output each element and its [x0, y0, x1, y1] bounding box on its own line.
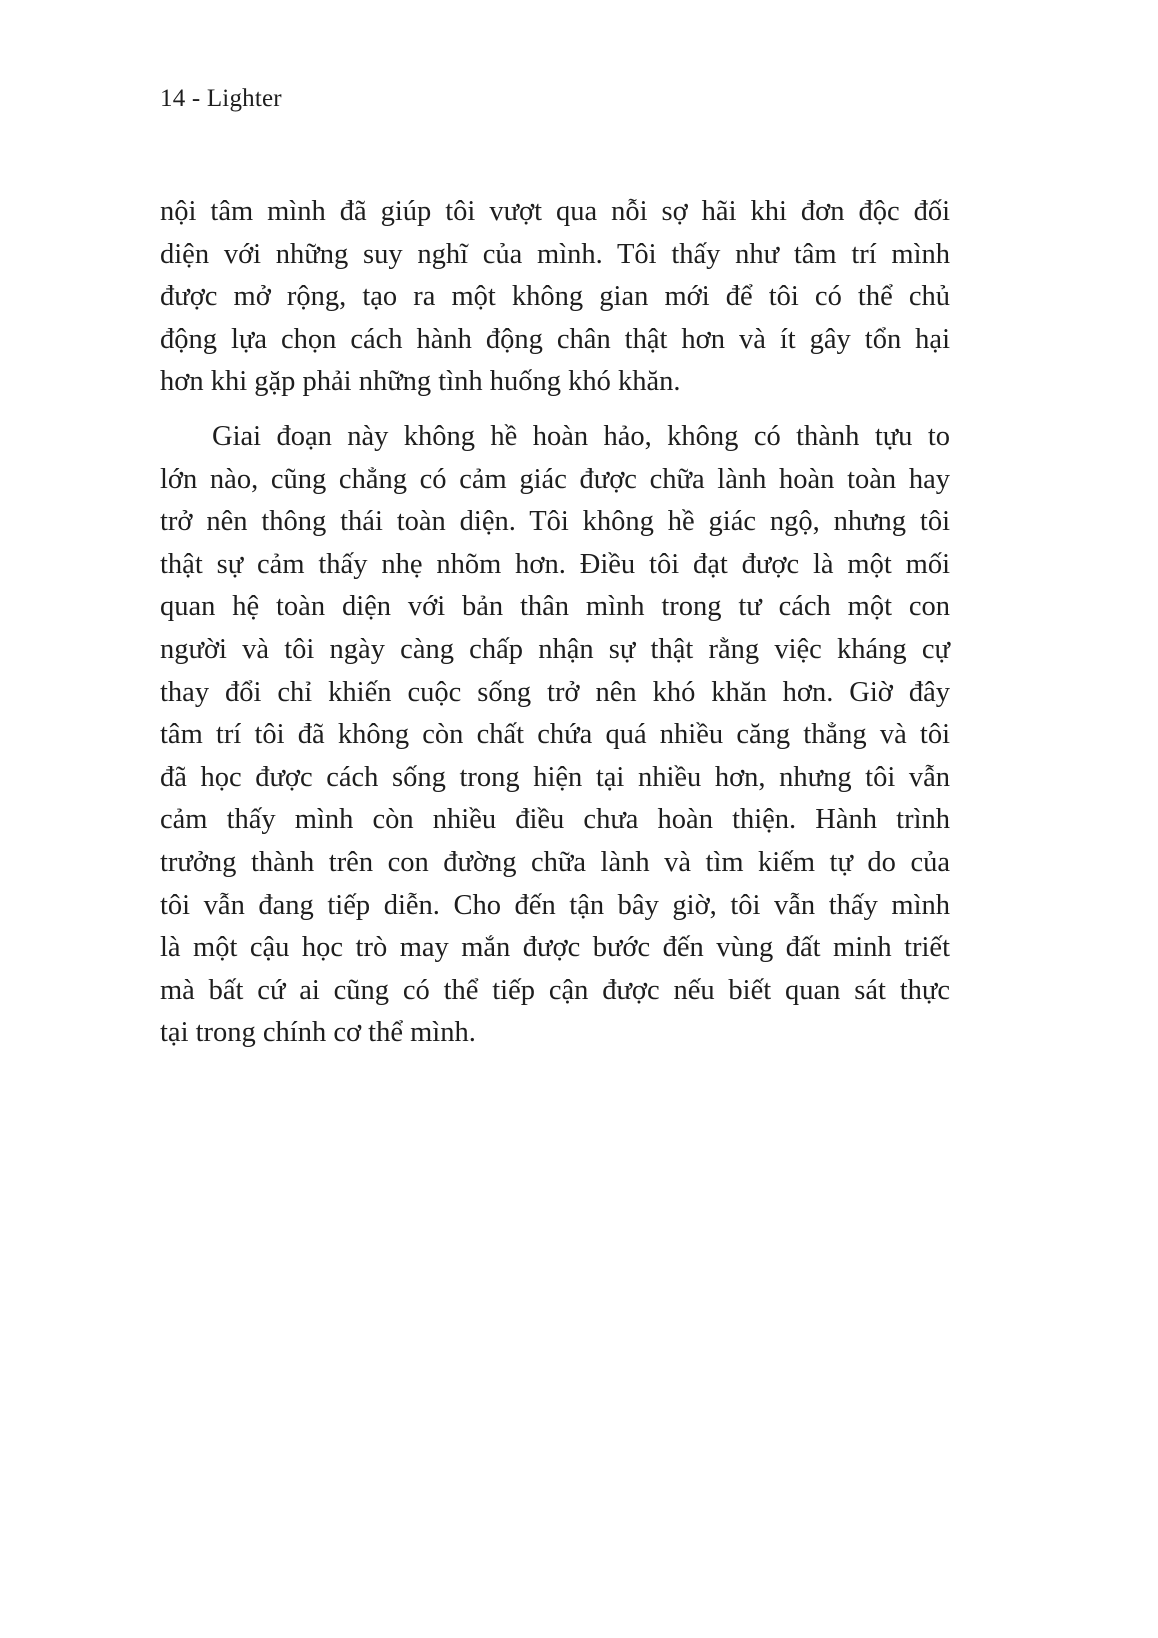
paragraph-1 — [160, 191, 950, 404]
text-line: quan hệ toàn diện với bản thân mình trong tư cách một con — [160, 591, 950, 623]
running-header: 14 - Lighter — [160, 85, 282, 112]
text-line: thật sự cảm thấy nhẹ nhõm hơn. Điều tôi đạt được là một mối — [160, 548, 950, 580]
text-line: mà bất cứ ai cũng có thể tiếp cận được nếu biết quan sát thực — [160, 974, 950, 1006]
text-line: lớn nào, cũng chẳng có cảm giác được chữa lành hoàn toàn hay — [160, 463, 950, 495]
text-line: thay đổi chỉ khiến cuộc sống trở nên khó khăn hơn. Giờ đây — [160, 676, 950, 708]
text-line: tâm trí tôi đã không còn chất chứa quá nhiều căng thẳng và tôi — [160, 719, 950, 751]
text-line: động lựa chọn cách hành động chân thật hơn và ít gây tổn hại — [160, 323, 950, 355]
text-line: tại trong chính cơ thể mình. — [160, 1017, 476, 1049]
text-line: được mở rộng, tạo ra một không gian mới để tôi có thể chủ — [160, 281, 950, 313]
text-line: nội tâm mình đã giúp tôi vượt qua nỗi sợ hãi khi đơn độc đối — [160, 196, 950, 227]
text-line: tôi vẫn đang tiếp diễn. Cho đến tận bây giờ, tôi vẫn thấy mình — [160, 889, 950, 921]
paragraph-2 — [160, 416, 950, 1055]
text-line: hơn khi gặp phải những tình huống khó khăn. — [160, 366, 681, 398]
text-line: Giai đoạn này không hề hoàn hảo, không có thành tựu to — [212, 421, 950, 452]
text-line: là một cậu học trò may mắn được bước đến vùng đất minh triết — [160, 932, 950, 964]
text-line: người và tôi ngày càng chấp nhận sự thật rằng việc kháng cự — [160, 633, 950, 665]
text-line: trở nên thông thái toàn diện. Tôi không hề giác ngộ, nhưng tôi — [160, 506, 950, 538]
text-line: đã học được cách sống trong hiện tại nhiều hơn, nhưng tôi vẫn — [160, 761, 950, 793]
text-line: cảm thấy mình còn nhiều điều chưa hoàn thiện. Hành trình — [160, 804, 950, 836]
text-line: diện với những suy nghĩ của mình. Tôi thấy như tâm trí mình — [160, 238, 950, 270]
text-line: trưởng thành trên con đường chữa lành và tìm kiếm tự do của — [160, 846, 950, 878]
